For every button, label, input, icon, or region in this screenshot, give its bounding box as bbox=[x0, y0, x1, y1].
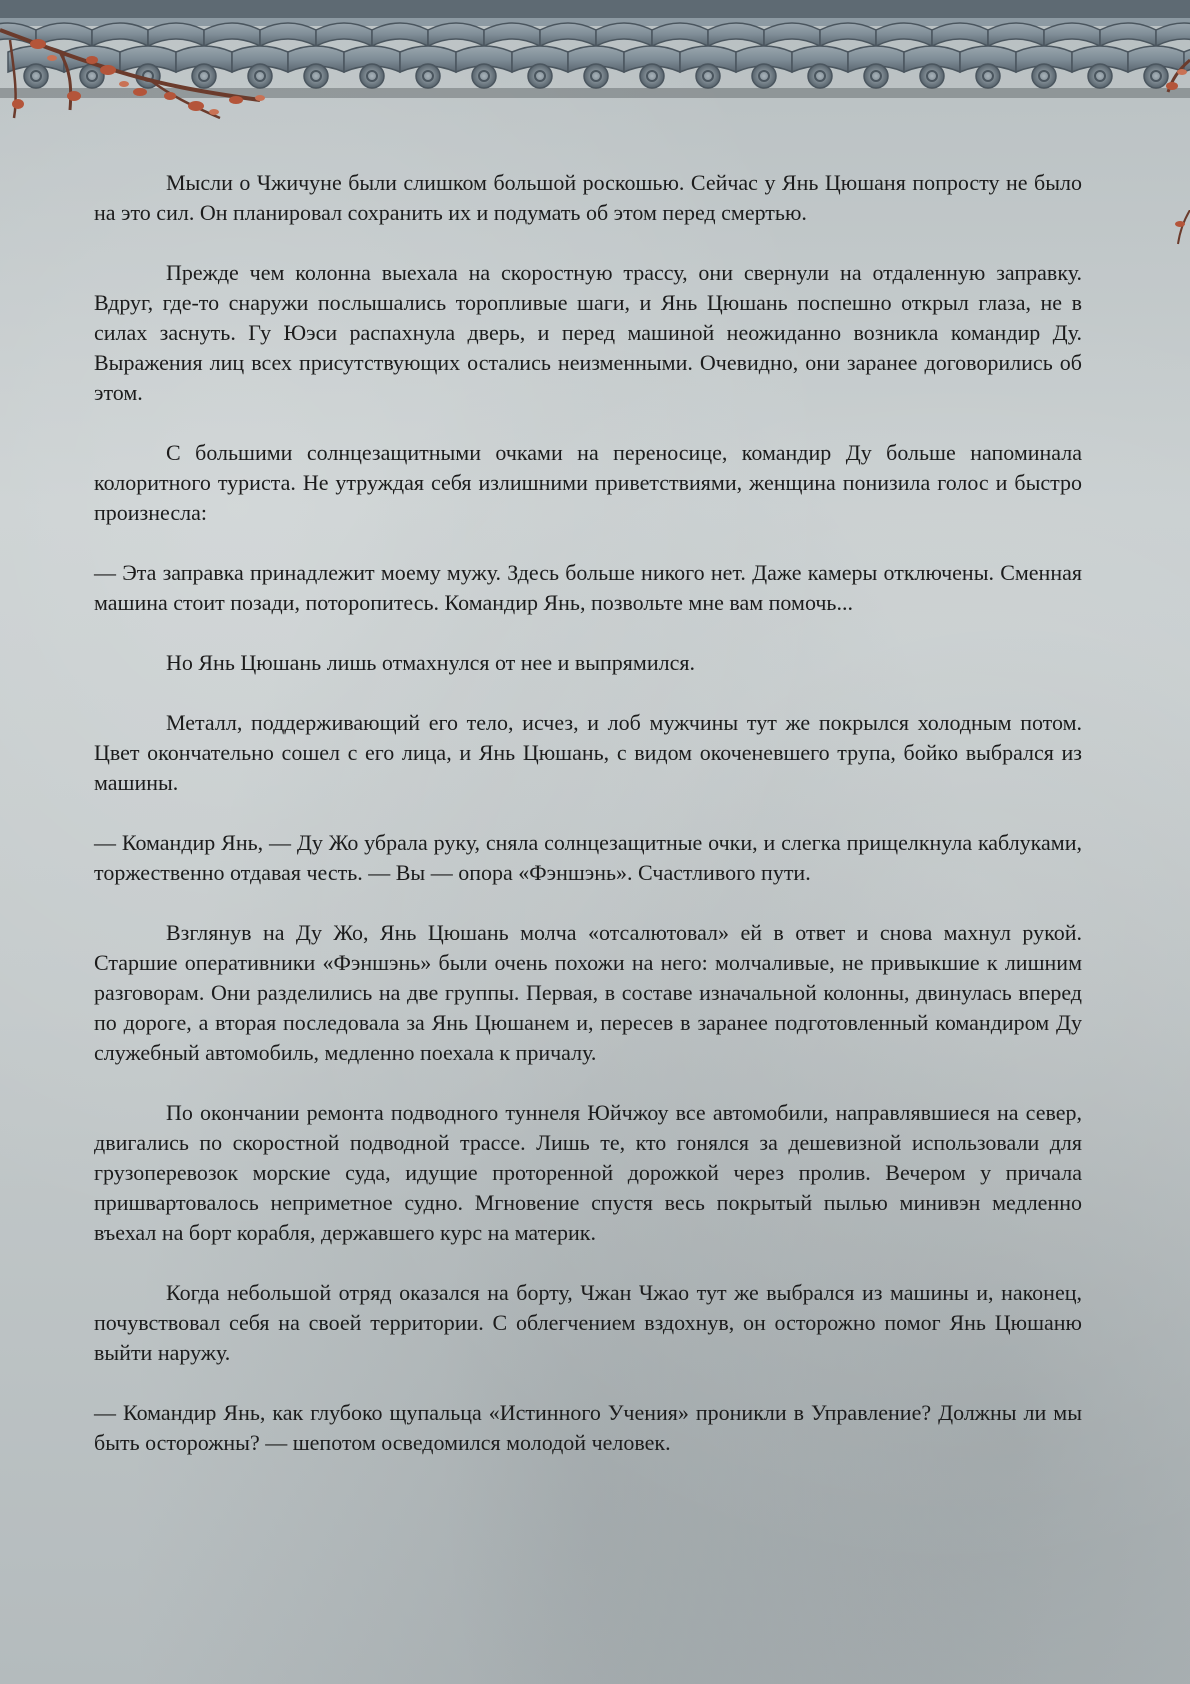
roof-tile bbox=[596, 23, 652, 46]
roof-tile bbox=[764, 23, 820, 46]
roof-tile bbox=[1100, 23, 1156, 46]
story-text bbox=[94, 168, 1082, 1488]
roof-tile-end-disc bbox=[864, 64, 888, 88]
roof-tile-end-disc bbox=[584, 64, 608, 88]
paragraph: С большими солнцезащитными очками на переносице, командир Ду больше напоминала колоритного туриста. Не утруждая себя излишними приветствиями, женщина понизила голос и быстро произнесла: bbox=[94, 440, 1082, 525]
roof-tile-end-disc bbox=[192, 64, 216, 88]
roof-tile bbox=[260, 23, 316, 46]
roof-tile-end-disc bbox=[976, 64, 1000, 88]
roof-tile bbox=[204, 23, 260, 46]
roof-tile bbox=[540, 23, 596, 46]
roof-tile bbox=[820, 23, 876, 46]
roof-tile-end-disc bbox=[1088, 64, 1112, 88]
blossom-twig-edge bbox=[1170, 210, 1190, 250]
roof-tiles-illustration bbox=[0, 0, 1190, 120]
roof-tile bbox=[372, 23, 428, 46]
roof-tile-end-disc bbox=[696, 64, 720, 88]
roof-tile-end-disc bbox=[416, 64, 440, 88]
roof-tile bbox=[932, 23, 988, 46]
roof-tile-end-disc bbox=[752, 64, 776, 88]
paragraph: Мысли о Чжичуне были слишком большой роскошью. Сейчас у Янь Цюшаня попросту не было на это сил. Он планировал сохранить их и подумать об этом перед смертью. bbox=[94, 170, 1082, 225]
roof-tile-end-disc bbox=[920, 64, 944, 88]
dialogue-paragraph: — Командир Янь, — Ду Жо убрала руку, сняла солнцезащитные очки, и слегка прищелкнула каблуками, торжественно отдавая честь. — Вы — опора «Фэншэнь». Счастливого пути. bbox=[94, 830, 1082, 885]
roof-tile-end-disc bbox=[528, 64, 552, 88]
paragraph: Прежде чем колонна выехала на скоростную трассу, они свернули на отдаленную заправку. Вдруг, где-то снаружи послышались торопливые шаги, и Янь Цюшань поспешно открыл глаза, не в силах заснуть. Гу Юэси распахнула дверь, и перед машиной неожиданно возникла командир Ду. Выражения лиц всех присутствующих остались неизменными. Очевидно, они заранее договорились об этом. bbox=[94, 260, 1082, 405]
roof-tile-end-disc bbox=[472, 64, 496, 88]
roof-tile bbox=[148, 23, 204, 46]
paragraph: Взглянув на Ду Жо, Янь Цюшань молча «отсалютовал» ей в ответ и снова махнул рукой. Старшие оперативники «Фэншэнь» были очень похожи на него: молчаливые, не привыкшие к лишним разговорам. Они разделились на две группы. Первая, в составе изначальной колонны, двинулась вперед по дороге, а вторая последовала за Янь Цюшанем и, пересев в заранее подготовленный командиром Ду служебный автомобиль, медленно поехала к причалу. bbox=[94, 920, 1082, 1065]
roof-disc-row bbox=[24, 64, 1168, 88]
paragraph: Когда небольшой отряд оказался на борту, Чжан Чжао тут же выбрался из машины и, наконец, почувствовал себя на своей территории. С облегчением вздохнув, он осторожно помог Янь Цюшаню выйти наружу. bbox=[94, 1280, 1082, 1365]
roof-tile-end-disc bbox=[1144, 64, 1168, 88]
roof-tile bbox=[1156, 23, 1190, 46]
roof-tile bbox=[1044, 23, 1100, 46]
roof-tile bbox=[484, 23, 540, 46]
roof-tile bbox=[652, 23, 708, 46]
roof-tile-row bbox=[0, 23, 1190, 46]
roof-tile-end-disc bbox=[248, 64, 272, 88]
roof-tile-end-disc bbox=[24, 64, 48, 88]
paragraph: Но Янь Цюшань лишь отмахнулся от нее и выпрямился. bbox=[166, 650, 695, 675]
roof-tile bbox=[428, 23, 484, 46]
roof-tile bbox=[988, 23, 1044, 46]
roof-tile bbox=[316, 23, 372, 46]
paragraph: По окончании ремонта подводного туннеля Юйчжоу все автомобили, направлявшиеся на север, двигались по скоростной подводной трассе. Лишь те, кто гонялся за дешевизной использовали для грузоперевозок морские суда, идущие проторенной дорожкой через пролив. Вечером у причала пришвартовалось неприметное судно. Мгновение спустя весь покрытый пылью минивэн медленно въехал на борт корабля, державшего курс на материк. bbox=[94, 1100, 1082, 1245]
roof-tile-end-disc bbox=[808, 64, 832, 88]
roof-tile-end-disc bbox=[304, 64, 328, 88]
dialogue-paragraph: — Эта заправка принадлежит моему мужу. Здесь больше никого нет. Даже камеры отключены. Сменная машина стоит позади, поторопитесь. Командир Янь, позвольте мне вам помочь... bbox=[94, 560, 1082, 615]
dialogue-paragraph: — Командир Янь, как глубоко щупальца «Истинного Учения» проникли в Управление? Должны ли мы быть осторожны? — шепотом осведомился молодой человек. bbox=[94, 1400, 1082, 1455]
roof-tile bbox=[708, 23, 764, 46]
roof-tile bbox=[876, 23, 932, 46]
roof-tile-end-disc bbox=[1032, 64, 1056, 88]
paragraph: Металл, поддерживающий его тело, исчез, и лоб мужчины тут же покрылся холодным потом. Цвет окончательно сошел с его лица, и Янь Цюшань, с видом окоченевшего трупа, бойко выбрался из машины. bbox=[94, 710, 1082, 795]
roof-tile-end-disc bbox=[360, 64, 384, 88]
roof-tile-end-disc bbox=[640, 64, 664, 88]
roof-tile bbox=[92, 23, 148, 46]
